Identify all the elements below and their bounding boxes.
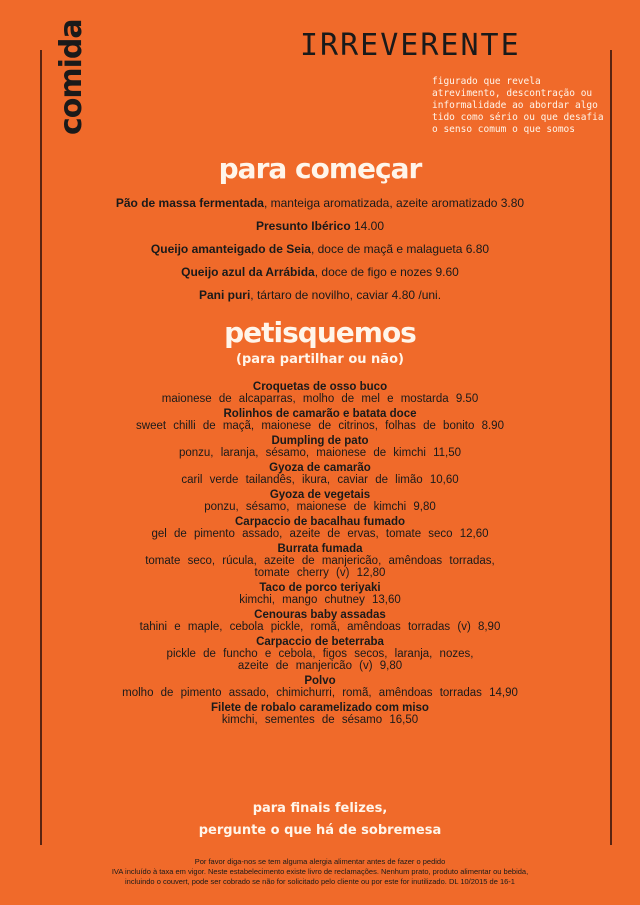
footer-legal-line: IVA incluído à taxa em vigor. Neste estabelecimento existe livro de reclamações. Nenhum prato, produto alimentar ou bebida, xyxy=(111,867,529,876)
section-subtitle-sharing: (para partilhar ou não) xyxy=(236,352,404,367)
menu-item xyxy=(30,675,610,699)
item-name: Gyoza de camarão xyxy=(269,462,371,474)
menu-item xyxy=(30,609,610,633)
brand-definition: figurado que revela atrevimento, descontração ou informalidade ao abordar algo tido como sério ou que desafia o senso comum o que somos xyxy=(432,76,604,135)
item-name: Queijo azul da Arrábida xyxy=(181,265,315,279)
item-desc: molho de pimento assado, chimichurri, romã, amêndoas torradas 14,90 xyxy=(122,687,518,699)
item-name: Taco de porco teriyaki xyxy=(259,582,381,594)
dessert-note xyxy=(0,798,640,842)
item-desc: , manteiga aromatizada, azeite aromatizado 3.80 xyxy=(263,196,525,210)
brand-name: IRREVERENTE xyxy=(300,28,521,63)
item-name: Pani puri xyxy=(198,288,251,302)
footer-legal-line: incluindo o couvert, pode ser cobrado se não for solicitado pelo cliente ou por este for inutilizado. DL 10/2015 de 16-1 xyxy=(125,877,515,886)
item-name: Gyoza de vegetais xyxy=(269,489,371,501)
item-desc: caril verde tailandês, ikura, caviar de limão 10,60 xyxy=(181,474,459,486)
item-desc: , tártaro de novilho, caviar 4.80 /uni. xyxy=(250,288,442,302)
item-name: Croquetas de osso buco xyxy=(252,381,388,393)
item-desc: ponzu, laranja, sésamo, maionese de kimchi 11,50 xyxy=(178,447,462,459)
item-desc: , doce de figo e nozes 9.60 xyxy=(314,265,459,279)
menu-item xyxy=(30,543,610,579)
item-name: Presunto Ibérico xyxy=(255,219,351,233)
item-name: Dumpling de pato xyxy=(271,435,369,447)
menu-item xyxy=(30,216,610,239)
item-desc: kimchi, mango chutney 13,60 xyxy=(239,594,401,606)
dessert-note-line1: para finais felizes, xyxy=(252,801,388,816)
item-name: Polvo xyxy=(304,675,336,687)
menu-item xyxy=(30,262,610,285)
item-desc: sweet chilli de maçã, maionese de citrinos, folhas de bonito 8.90 xyxy=(136,420,504,432)
menu-item xyxy=(30,462,610,486)
menu-item xyxy=(30,582,610,606)
menu-item xyxy=(30,489,610,513)
item-desc: pickle de funcho e cebola, figos secos, laranja, nozes, azeite de manjericão (v) 9,80 xyxy=(166,648,474,672)
item-desc: , doce de maçã e malagueta 6.80 xyxy=(310,242,490,256)
sharing-list xyxy=(30,381,610,729)
item-name: Cenouras baby assadas xyxy=(254,609,386,621)
item-name: Filete de robalo caramelizado com miso xyxy=(211,702,429,714)
item-name: Rolinhos de camarão e batata doce xyxy=(223,408,417,420)
starters-list xyxy=(30,193,610,308)
menu-item xyxy=(30,193,610,216)
menu-item xyxy=(30,702,610,726)
menu-item xyxy=(30,239,610,262)
item-desc: tahini e maple, cebola pickle, romã, amêndoas torradas (v) 8,90 xyxy=(139,621,501,633)
item-desc: 14.00 xyxy=(350,219,385,233)
side-title: comida xyxy=(54,19,89,135)
item-desc: gel de pimento assado, azeite de ervas, tomate seco 12,60 xyxy=(151,528,489,540)
section-title-sharing: petisquemos xyxy=(224,316,416,349)
item-desc: kimchi, sementes de sésamo 16,50 xyxy=(221,714,419,726)
footer-allergy-note: Por favor diga-nos se tem alguma alergia alimentar antes de fazer o pedido xyxy=(194,857,446,866)
menu-item xyxy=(30,381,610,405)
menu-item xyxy=(30,408,610,432)
menu-item xyxy=(30,636,610,672)
menu-item xyxy=(30,285,610,308)
menu-item xyxy=(30,435,610,459)
item-name: Carpaccio de bacalhau fumado xyxy=(235,516,405,528)
item-desc: ponzu, sésamo, maionese de kimchi 9,80 xyxy=(204,501,436,513)
item-desc: maionese de alcaparras, molho de mel e mostarda 9.50 xyxy=(161,393,479,405)
item-name: Carpaccio de beterraba xyxy=(256,636,384,648)
menu-item xyxy=(30,516,610,540)
item-name: Burrata fumada xyxy=(277,543,363,555)
section-title-starters: para começar xyxy=(218,152,422,185)
item-name: Pão de massa fermentada xyxy=(115,196,264,210)
item-name: Queijo amanteigado de Seia xyxy=(150,242,311,256)
item-desc: tomate seco, rúcula, azeite de manjericão, amêndoas torradas, tomate cherry (v) 12,80 xyxy=(145,555,495,579)
legal-footer xyxy=(60,857,580,887)
dessert-note-line2: pergunte o que há de sobremesa xyxy=(198,823,442,838)
